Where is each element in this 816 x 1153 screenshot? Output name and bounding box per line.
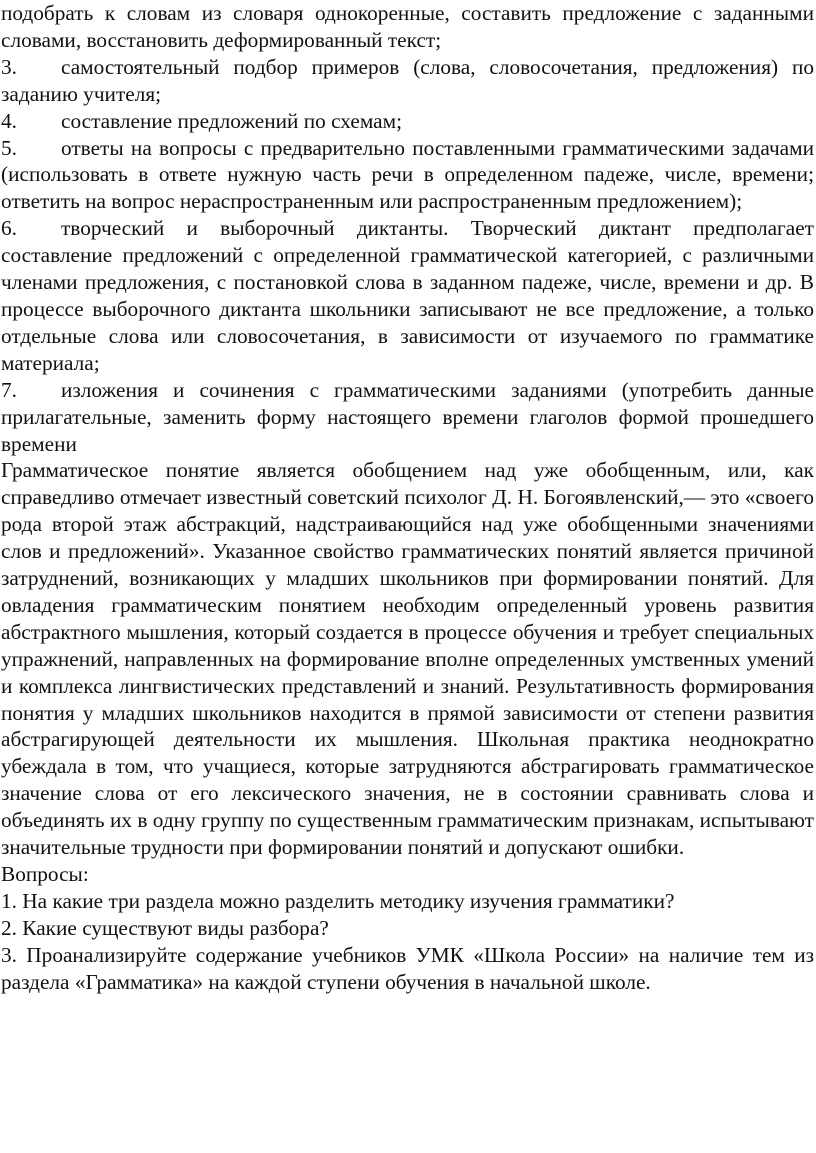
- list-text: самостоятельный подбор примеров (слова, словосочетания, предложения) по заданию учителя;: [1, 54, 814, 106]
- list-text: ответы на вопросы с предварительно поставленными грамматическими задачами (использовать в ответе нужную часть речи в определенном падеже, числе, времени; ответить на вопрос нераспространенным или распространенным предложением);: [1, 135, 814, 214]
- list-item-3: [1, 54, 814, 108]
- question-1: 1. На какие три раздела можно разделить методику изучения грамматики?: [1, 888, 675, 913]
- list-number: 5.: [1, 135, 17, 160]
- body-paragraph: Грамматическое понятие является обобщением над уже обобщенным, или, как справедливо отмечает известный советский психолог Д. Н. Богоявленский,— это «своего рода второй этаж абстракций, надстраивающийся над уже обобщенными значениями слов и предложений». Указанное свойство грамматических понятий является причиной затруднений, возникающих у младших школьников при формировании понятий. Для овладения грамматическим понятием необходим определенный уровень развития абстрактного мышления, который создается в процессе обучения и требует специальных упражнений, направленных на формирование вполне определенных умственных умений и комплекса лингвистических представлений и знаний. Результативность формирования понятия у младших школьников находится в прямой зависимости от степени развития абстрагирующей деятельности их мышления. Школьная практика неоднократно убеждала в том, что учащиеся, которые затрудняются абстрагировать грамматическое значение слова от его лексического значения, не в состоянии сравнивать слова и объединять их в одну группу по существенным грамматическим признакам, испытывают значительные трудности при формировании понятий и допускают ошибки.: [1, 458, 814, 860]
- list-item-4: [1, 108, 814, 135]
- list-number: 7.: [1, 377, 17, 402]
- question-2: 2. Какие существуют виды разбора?: [1, 915, 329, 940]
- list-item-6: [1, 215, 814, 376]
- intro-line: подобрать к словам из словаря однокоренные, составить предложение с заданными словами, восстановить деформированный текст;: [1, 1, 814, 52]
- list-item-7: [1, 377, 814, 458]
- list-number: 6.: [1, 216, 17, 241]
- list-text: составление предложений по схемам;: [61, 108, 403, 133]
- questions-heading: Вопросы:: [1, 862, 89, 886]
- list-text: изложения и сочинения с грамматическими заданиями (употребить данные прилагательные, заменить форму настоящего времени глаголов формой прошедшего времени: [1, 377, 814, 456]
- list-number: 3.: [1, 54, 17, 79]
- list-number: 4.: [1, 108, 17, 133]
- list-item-5: [1, 135, 814, 216]
- list-text: творческий и выборочный диктанты. Творческий диктант предполагает составление предложений с определенной грамматической категорией, с различными членами предложения, с постановкой слова в заданном падеже, числе, времени и др. В процессе выборочного диктанта школьники записывают не все предложение, а только отдельные слова или словосочетания, в зависимости от изучаемого по грамматике материала;: [1, 216, 814, 375]
- question-3: 3. Проанализируйте содержание учебников УМК «Школа России» на наличие тем из раздела «Грамматика» на каждой ступени обучения в начальной школе.: [1, 942, 814, 994]
